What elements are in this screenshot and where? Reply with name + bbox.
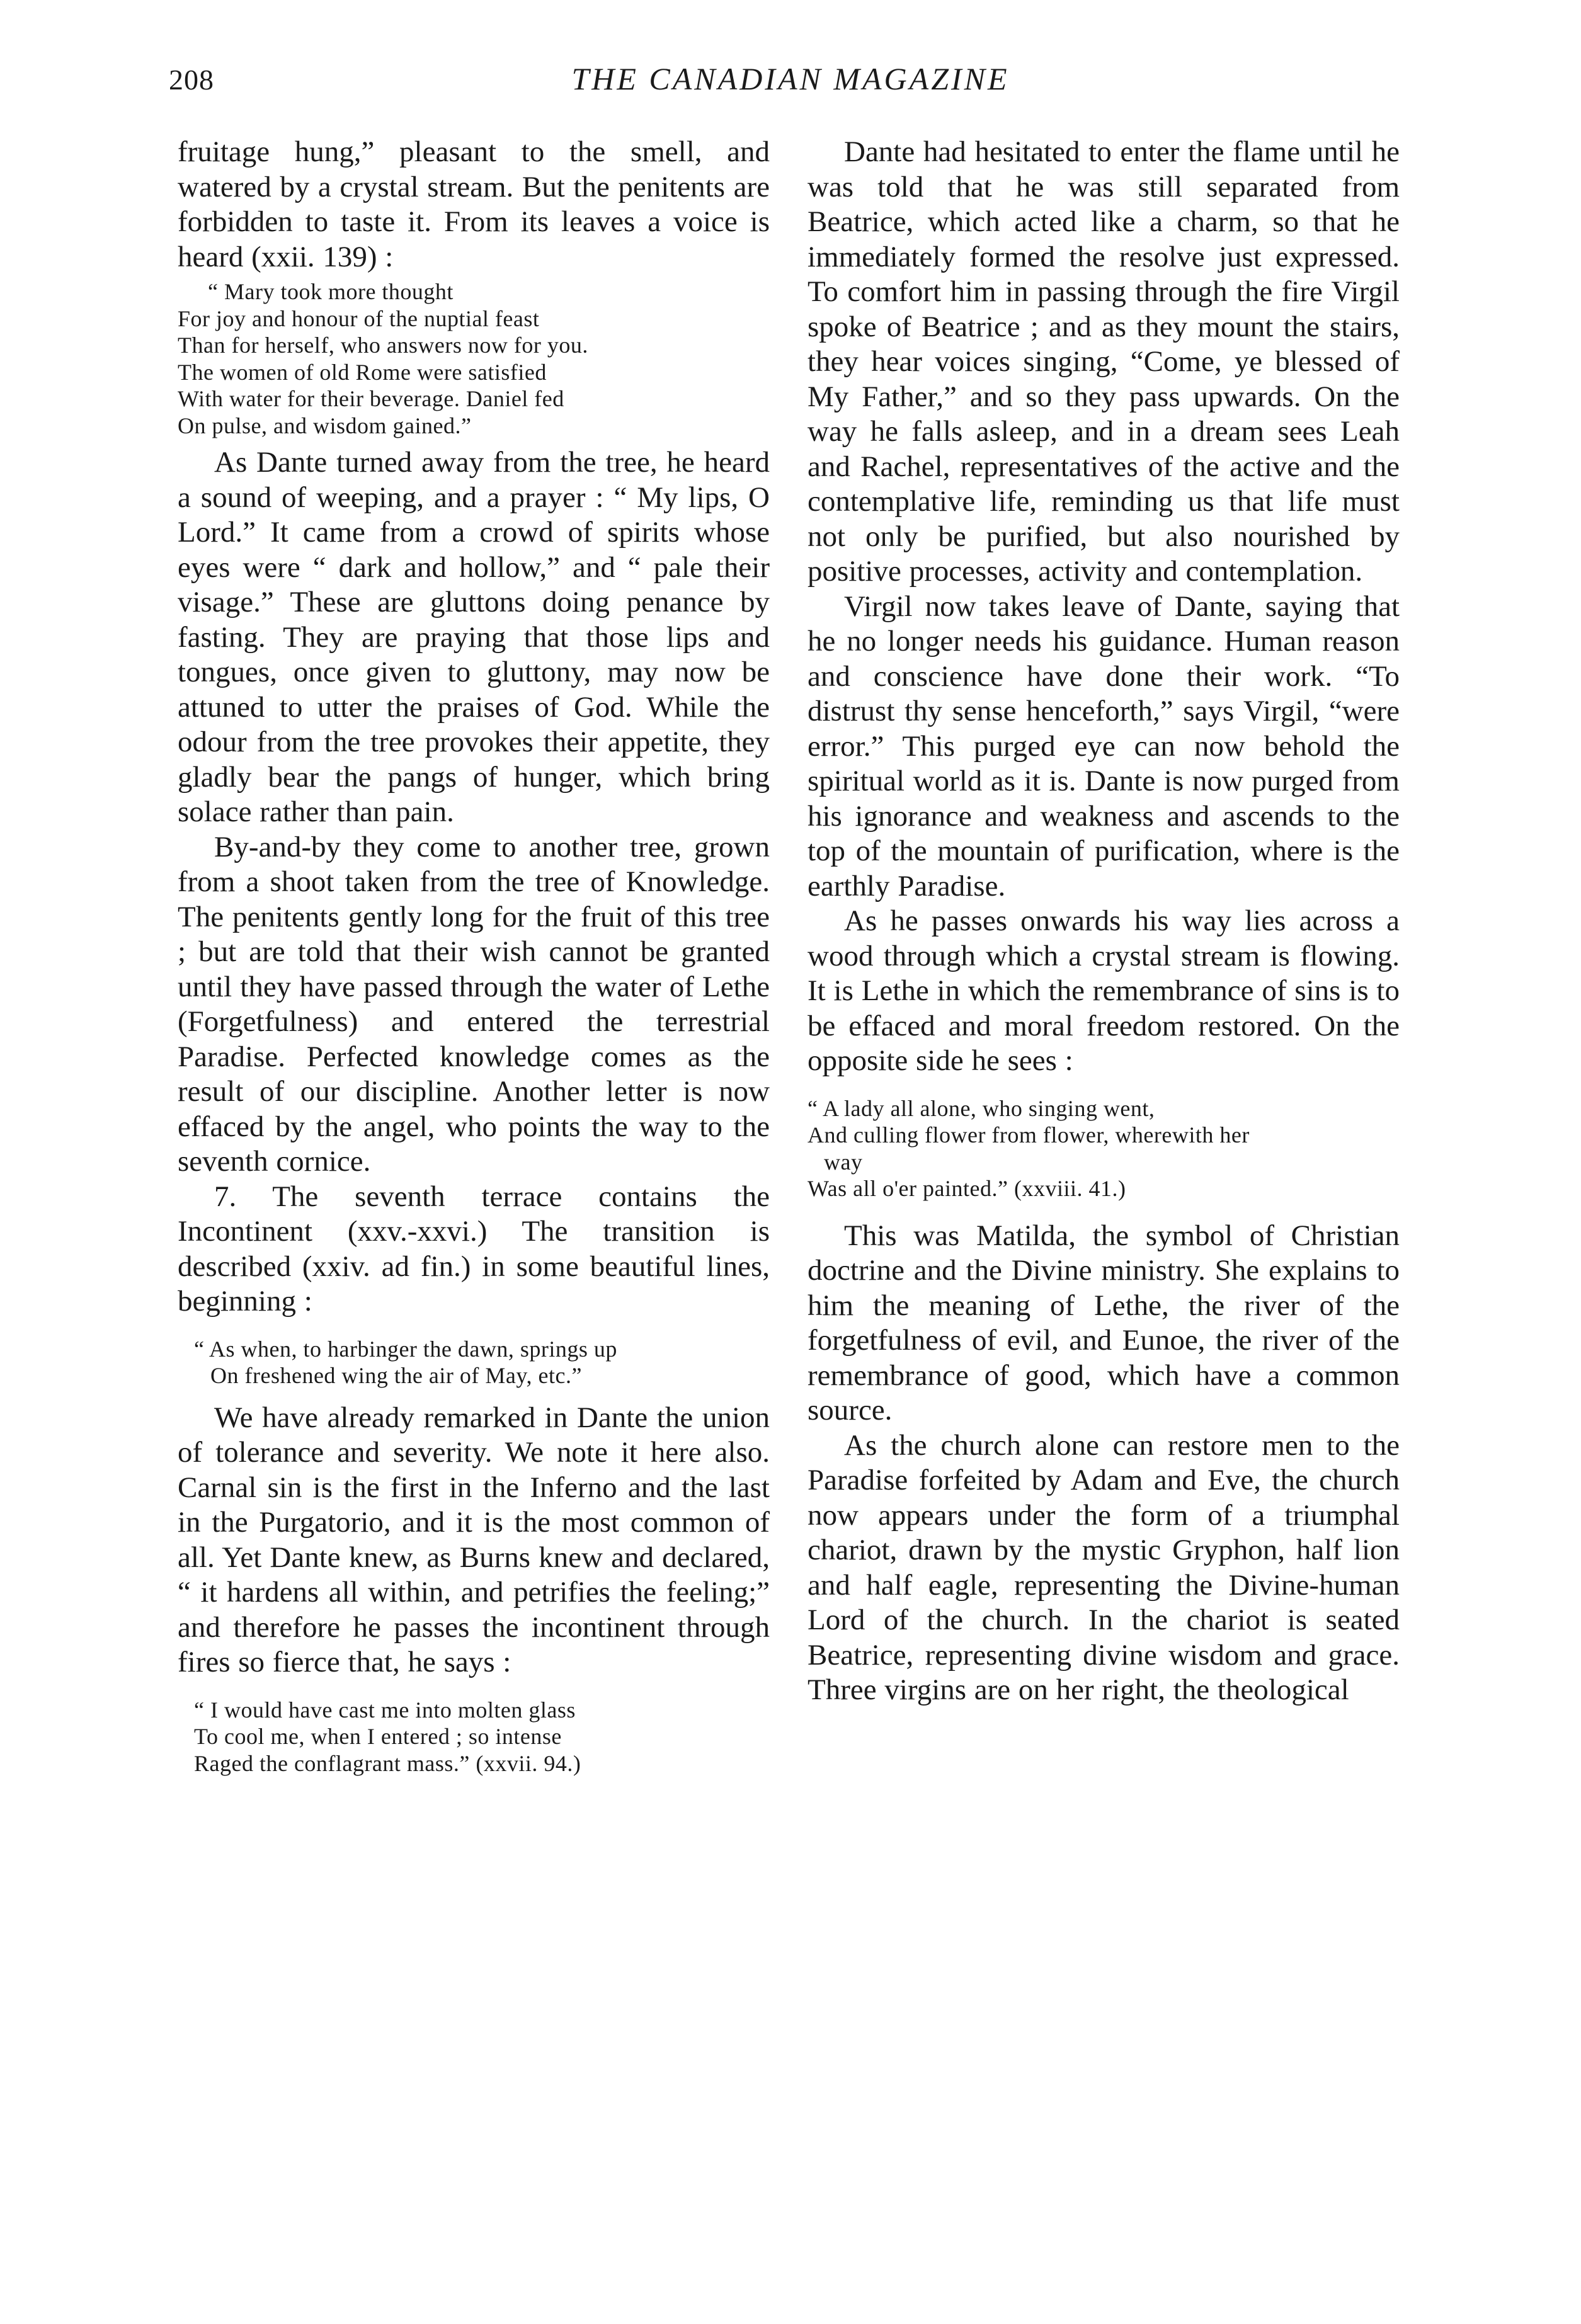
verse-line: Was all o'er painted.” (xxviii. 41.) [808, 1176, 1126, 1201]
running-title: THE CANADIAN MAGAZINE [571, 61, 1010, 96]
verse-line: Raged the conflagrant mass.” (xxvii. 94.) [194, 1750, 581, 1776]
verse-line: On freshened wing the air of May, etc.” [210, 1363, 582, 1388]
right-column [808, 135, 1400, 1708]
paragraph: Virgil now takes leave of Dante, saying that he no longer needs his guidance. Human reason and conscience have done their work. “To distrust thy sense henceforth,” says Virgil, “were error.” This purged eye can now behold the spiritual world as it is. Dante is now purged from his ignorance and weakness and ascends to the top of the mountain of purification, where is the earthly Paradise. [808, 590, 1400, 903]
verse-line: The women of old Rome were satisfied [178, 359, 547, 385]
verse-line: “ A lady all alone, who singing went, [808, 1095, 1155, 1121]
verse-line: way [824, 1149, 863, 1175]
verse-line: With water for their beverage. Daniel fed [178, 386, 564, 411]
paragraph: Dante had hesitated to enter the flame until he was told that he was still separated from Beatrice, which acted like a charm, so that he immediately formed the resolve just expressed. To comfort him in passing through the fire Virgil spoke of Beatrice ; and as they mount the stairs, they hear voices singing, “Come, ye blessed of My Father,” and so they pass upwards. On the way he falls asleep, and in a dream sees Leah and Rachel, representatives of the active and the contemplative life, reminding us that life must not only be purified, but also nourished by positive processes, activity and contemplation. [808, 135, 1400, 588]
paragraph: As the church alone can restore men to the Paradise forfeited by Adam and Eve, the church now appears under the form of a triumphal chariot, drawn by the mystic Gryphon, half lion and half eagle, representing the Divine-human Lord of the church. In the chariot is seated Beatrice, representing divine wisdom and grace. Three virgins are on her right, the theological [808, 1428, 1400, 1706]
verse-line: And culling flower from flower, wherewith her [808, 1122, 1250, 1148]
paragraph: This was Matilda, the symbol of Christian doctrine and the Divine ministry. She explains to him the meaning of Lethe, the river of the forgetfulness of evil, and Eunoe, the river of the remembrance of good, which have a common source. [808, 1219, 1400, 1427]
paragraph: By-and-by they come to another tree, grown from a shoot taken from the tree of Knowledge. The penitents gently long for the fruit of this tree ; but are told that their wish cannot be granted until they have passed through the water of Lethe (Forgetfulness) and entered the terrestrial Paradise. Perfected knowledge comes as the result of our discipline. Another letter is now effaced by the angel, who points the way to the seventh cornice. [178, 830, 770, 1178]
verse-quote [178, 1697, 770, 1777]
verse-line: On pulse, and wisdom gained.” [178, 413, 472, 438]
verse-quote [178, 278, 770, 439]
verse-line: For joy and honour of the nuptial feast [178, 305, 540, 331]
verse-quote [178, 1336, 770, 1389]
verse-line: “ Mary took more thought [208, 279, 454, 304]
verse-line: “ As when, to harbinger the dawn, springs up [194, 1336, 617, 1362]
verse-line: “ I would have cast me into molten glass [194, 1697, 576, 1723]
paragraph: We have already remarked in Dante the union of tolerance and severity. We note it here also. Carnal sin is the first in the Inferno and the last in the Purgatorio, and it is the most common of all. Yet Dante knew, as Burns knew and declared, “ it hardens all within, and petrifies the feeling;” and therefore he passes the incontinent through fires so fierce that, he says : [178, 1401, 770, 1678]
left-column [178, 135, 770, 1777]
verse-line: To cool me, when I entered ; so intense [194, 1724, 562, 1749]
verse-quote [808, 1095, 1400, 1202]
paragraph: 7. The seventh terrace contains the Incontinent (xxv.-xxvi.) The transition is described (xxiv. ad fin.) in some beautiful lines, beginning : [178, 1180, 770, 1318]
paragraph: As Dante turned away from the tree, he heard a sound of weeping, and a prayer : “ My lips, O Lord.” It came from a crowd of spirits whose eyes were “ dark and hollow,” and “ pale their visage.” These are gluttons doing penance by fasting. They are praying that those lips and tongues, once given to gluttony, may now be attuned to utter the praises of God. While the odour from the tree provokes their appetite, they gladly bear the pangs of hunger, which bring solace rather than pain. [178, 446, 770, 828]
paragraph: fruitage hung,” pleasant to the smell, and watered by a crystal stream. But the penitents are forbidden to taste it. From its leaves a voice is heard (xxii. 139) : [178, 135, 770, 273]
page-number: 208 [169, 64, 214, 96]
verse-line: Than for herself, who answers now for you. [178, 333, 588, 358]
paragraph: As he passes onwards his way lies across a wood through which a crystal stream is flowing. It is Lethe in which the remembrance of sins is to be effaced and moral freedom restored. On the opposite side he sees : [808, 904, 1400, 1077]
